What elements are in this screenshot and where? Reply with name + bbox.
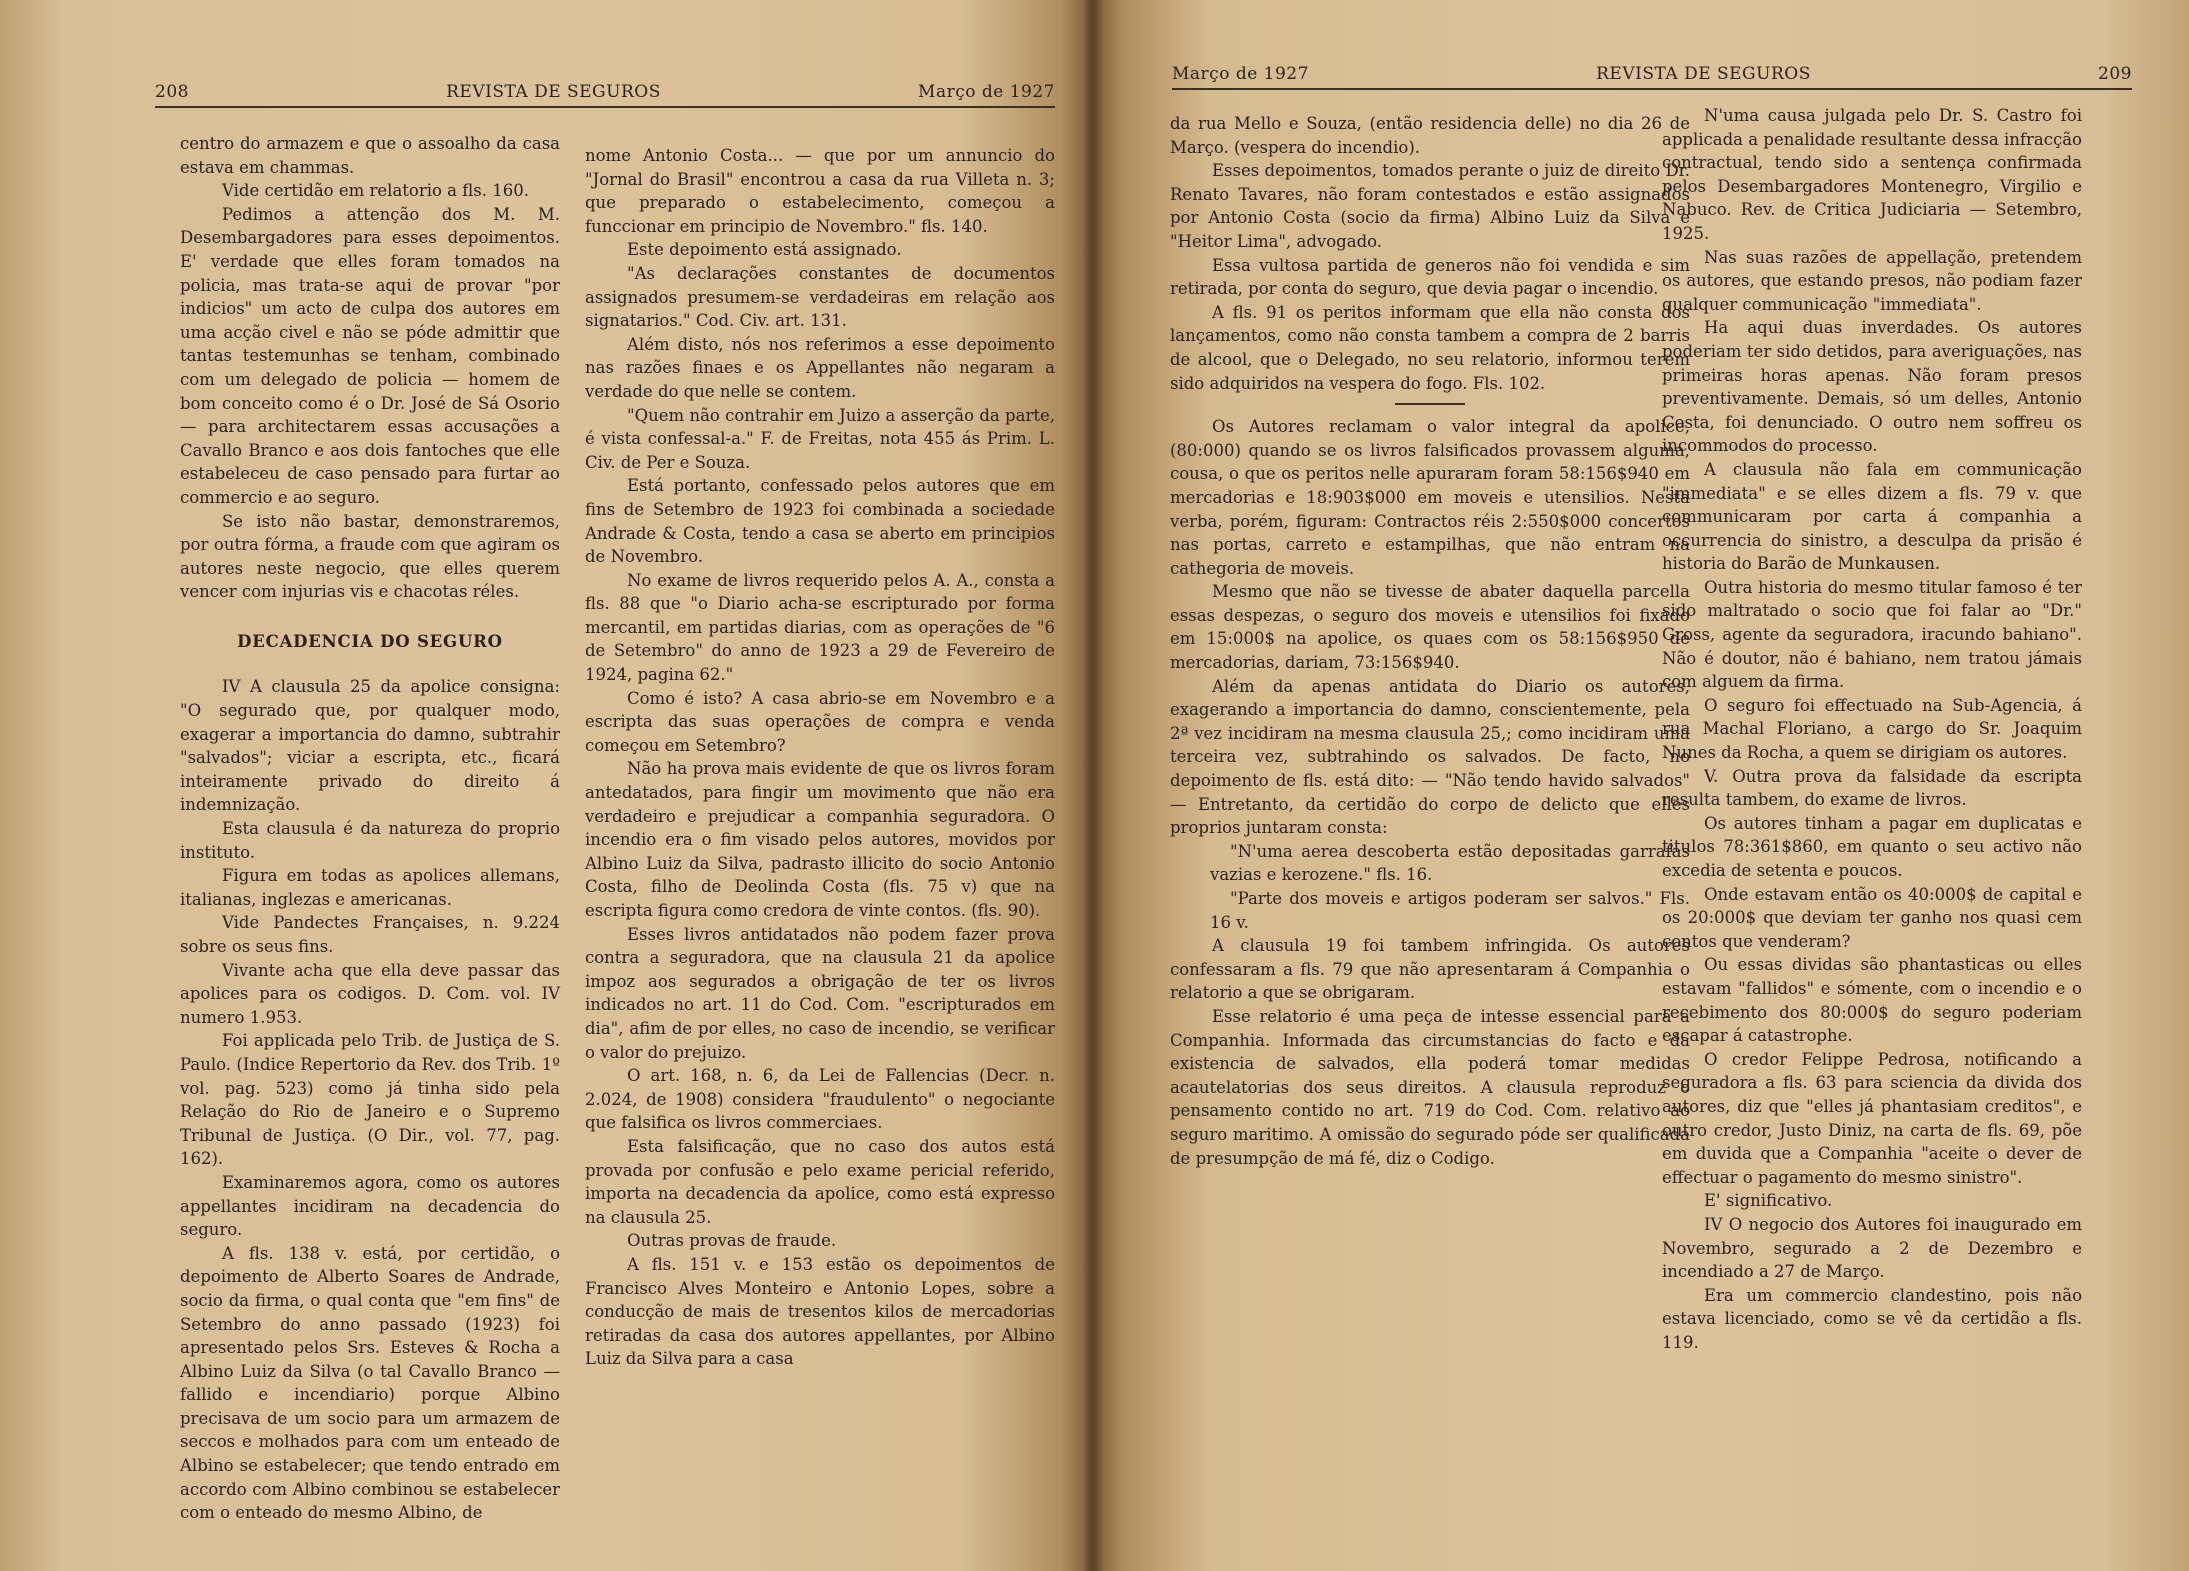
left-page	[0, 0, 1092, 1571]
paragraph: Este depoimento está assignado.	[627, 240, 902, 260]
paragraph: Nas suas razões de appellação, pretendem os autores, que estando presos, não podiam fazer qualquer communicação "immediata".	[1662, 247, 2082, 314]
right-page-header	[1172, 64, 2132, 84]
left-header-rule	[155, 106, 1055, 108]
paragraph: "As declarações constantes de documentos assignados presumem-se verdadeiras em relação aos signatarios." Cod. Civ. art. 131.	[585, 263, 1055, 331]
paragraph: Os Autores reclamam o valor integral da apolice, (80:000) quando se os livros falsificados provassem alguma, cousa, o que os peritos nelle apuraram foram 58:156$940 em mercadorias e 18:903$000 em moveis e utensilios. Nesta verba, porém, figuram: Contractos réis 2:550$000 concertos nas portas, carreto e estampilhas, que não entram na cathegoria de moveis.	[1170, 417, 1690, 578]
right-page-number: 209	[2098, 64, 2132, 84]
paragraph: Está portanto, confessado pelos autores que em fins de Setembro de 1923 foi combinada a sociedade Andrade & Costa, tendo a casa se aberto em principios de Novembro.	[585, 476, 1055, 567]
paragraph: Figura em todas as apolices allemans, italianas, inglezas e americanas.	[180, 866, 560, 909]
paragraph: O art. 168, n. 6, da Lei de Fallencias (Decr. n. 2.024, de 1908) considera "fraudulento" o negociante que falsifica os livros commerciaes.	[585, 1066, 1055, 1133]
book-gutter	[1082, 0, 1104, 1571]
paragraph: V. Outra prova da falsidade da escripta resulta tambem, do exame de livros.	[1662, 766, 2082, 810]
left-running-date: Março de 1927	[918, 82, 1055, 102]
left-column-2	[585, 144, 1055, 1371]
paragraph: Examinaremos agora, como os autores appellantes incidiram na decadencia do seguro.	[180, 1172, 560, 1240]
paragraph: Outra historia do mesmo titular famoso é ter sido maltratado o socio que foi falar ao "Dr." Gross, agente da seguradora, iracundo bahiano". Não é doutor, não é bahiano, nem tratou jámais com alguem da firma.	[1662, 577, 2082, 692]
paragraph: "Quem não contrahir em Juizo a asserção da parte, é vista confessal-a." F. de Freitas, nota 455 ás Prim. L. Civ. de Per e Souza.	[585, 405, 1055, 472]
quotation: "Parte dos moveis e artigos poderam ser salvos." Fls. 16 v.	[1210, 889, 1690, 932]
paragraph: N'uma causa julgada pelo Dr. S. Castro foi applicada a penalidade resultante dessa infracção contractual, tendo sido a sentença confirmada pelos Desembargadores Montenegro, Virgilio e Nabuco. Rev. de Critica Judiciaria — Setembro, 1925.	[1662, 106, 2082, 243]
quotation: "N'uma aerea descoberta estão depositadas garrafas vazias e kerozene." fls. 16.	[1210, 841, 1690, 885]
paragraph: Não ha prova mais evidente de que os livros foram antedatados, para fingir um movimento que não era verdadeiro e prejudicar a companhia seguradora. O incendio era o fim visado pelos autores, movidos por Albino Luiz da Silva, padrasto illicito do socio Antonio Costa, filho de Deolinda Costa (fls. 75 v) que na escripta figura como credora de vinte contos. (fls. 90).	[585, 759, 1055, 920]
paragraph: Onde estavam então os 40:000$ de capital e os 20:000$ que deviam ter ganho nos quasi cem contos que venderam?	[1662, 884, 2082, 951]
paragraph: O credor Felippe Pedrosa, notificando a seguradora a fls. 63 para sciencia da divida dos autores, diz que "elles já phantasiam creditos", e outro credor, Justo Diniz, na carta de fls. 69, põe em duvida que a Companhia "aceite o dever de effectuar o pagamento do mesmo sinistro".	[1662, 1049, 2082, 1187]
paragraph: Essa vultosa partida de generos não foi vendida e sim retirada, por conta do seguro, que devia pagar o incendio.	[1170, 255, 1690, 299]
paragraph: Mesmo que não se tivesse de abater daquella parcella essas despezas, o seguro dos moveis e utensilios foi fixado em 15:000$ na apolice, os quaes com os 58:156$950 de mercadorias, dariam, 73:156$940.	[1170, 582, 1690, 673]
paragraph: Pedimos a attenção dos M. M. Desembargadores para esses depoimentos. E' verdade que elles foram tomados na policia, mas trata-se aqui de provar "por indicios" um acto de culpa dos autores em uma acção civel e não se póde admittir que tantas testemunhas se tenham, combinado com um delegado de policia — homem de bom conceito como é o Dr. José de Sá Osorio — para architectarem essas accusações a Cavallo Branco e aos dois fantoches que elle estabeleceu de caso pensado para furtar ao commercio e ao seguro.	[180, 204, 560, 507]
paragraph: A clausula não fala em communicação "immediata" e se elles dizem a fls. 79 v. que communicaram por carta á companhia a occurrencia do sinistro, a desculpa da prisão é historia do Barão de Munkausen.	[1662, 459, 2082, 574]
right-running-title: REVISTA DE SEGUROS	[1596, 64, 1811, 84]
paragraph: centro do armazem e que o assoalho da casa estava em chammas.	[180, 134, 560, 177]
paragraph: A fls. 138 v. está, por certidão, o depoimento de Alberto Soares de Andrade, socio da firma, o qual conta que "em fins" de Setembro do anno passado (1923) foi apresentado pelos Srs. Esteves & Rocha a Albino Luiz da Silva (o tal Cavallo Branco — fallido e incendiario) porque Albino precisava de um socio para um armazem de seccos e molhados para com um enteado de Albino se estabelecer; que tendo entrado em accordo com Albino combinou se estabelecer com o enteado do mesmo Albino, de	[180, 1243, 560, 1523]
paragraph: da rua Mello e Souza, (então residencia delle) no dia 26 de Março. (vespera do incendio).	[1170, 114, 1690, 157]
section-heading: DECADENCIA DO SEGURO	[237, 631, 503, 651]
paragraph: E' significativo.	[1704, 1191, 1833, 1211]
paragraph: Vide certidão em relatorio a fls. 160.	[222, 181, 529, 201]
paragraph: Como é isto? A casa abrio-se em Novembro e a escripta das suas operações de compra e venda começou em Setembro?	[585, 688, 1055, 755]
right-column-2	[1662, 104, 2082, 1354]
paragraph: A fls. 151 v. e 153 estão os depoimentos de Francisco Alves Monteiro e Antonio Lopes, sobre a conducção de mais de tresentos kilos de mercadorias retiradas da casa dos autores appellantes, por Albino Luiz da Silva para a casa	[585, 1254, 1055, 1369]
paragraph: Esta clausula é da natureza do proprio instituto.	[180, 819, 560, 862]
paragraph: Vide Pandectes Françaises, n. 9.224 sobre os seus fins.	[180, 913, 560, 956]
paragraph: A fls. 91 os peritos informam que ella não consta dos lançamentos, como não consta tambem a compra de 2 barris de alcool, que o Delegado, no seu relatorio, informou terem sido adquiridos na vespera do fogo. Fls. 102.	[1170, 302, 1690, 393]
right-header-rule	[1172, 88, 2132, 90]
section-divider	[1395, 403, 1465, 405]
paragraph: Os autores tinham a pagar em duplicatas e titulos 78:361$860, em quanto o seu activo não excedia de setenta e poucos.	[1662, 813, 2082, 880]
paragraph: Ou essas dividas são phantasticas ou elles estavam "fallidos" e sómente, com o incendio e o recebimento dos 80:000$ do seguro poderiam escapar á catastrophe.	[1662, 955, 2082, 1046]
paragraph: Foi applicada pelo Trib. de Justiça de S. Paulo. (Indice Repertorio da Rev. dos Trib. 1º vol. pag. 523) como já tinha sido pela Relação do Rio de Janeiro e o Supremo Tribunal de Justiça. (O Dir., vol. 77, pag. 162).	[180, 1031, 560, 1169]
paragraph: Outras provas de fraude.	[627, 1231, 837, 1251]
paragraph: nome Antonio Costa... — que por um annuncio do "Jornal do Brasil" encontrou a casa da rua Villeta n. 3; que preparado o estabelecimento, começou a funccionar em principio de Novembro." fls. 140.	[585, 146, 1055, 236]
paragraph: Se isto não bastar, demonstraremos, por outra fórma, a fraude com que agiram os autores neste negocio, que elles querem vencer com injurias vis e chacotas réles.	[180, 511, 560, 602]
left-page-header	[155, 82, 1055, 102]
paragraph: IV A clausula 25 da apolice consigna: "O segurado que, por qualquer modo, exagerar a importancia do damno, subtrahir "salvados"; viciar a escripta, etc., ficará inteiramente privado do direito á indemnização.	[180, 677, 560, 815]
left-running-title: REVISTA DE SEGUROS	[446, 82, 661, 102]
left-page-number: 208	[155, 82, 189, 102]
paragraph: Além disto, nós nos referimos a esse depoimento nas razões finaes e os Appellantes não negaram a verdade do que nelle se contem.	[585, 334, 1055, 401]
paragraph: Esta falsificação, que no caso dos autos está provada por confusão e pelo exame pericial referido, importa na decadencia da apolice, como está expresso na clausula 25.	[585, 1136, 1055, 1227]
paragraph: Vivante acha que ella deve passar das apolices para os codigos. D. Com. vol. IV numero 1.953.	[180, 960, 560, 1027]
paragraph: Esses livros antidatados não podem fazer prova contra a seguradora, que na clausula 21 da apolice impoz aos segurados a obrigação de ter os livros indicados no art. 11 do Cod. Com. "escripturados em dia", afim de por elles, no caso de incendio, se verificar o valor do prejuizo.	[585, 924, 1055, 1062]
paragraph: Ha aqui duas inverdades. Os autores poderiam ter sido detidos, para averiguações, nas primeiras horas apenas. Não foram presos preventivamente. Demais, só um delles, Antonio Costa, foi denunciado. O outro nem soffreu os incommodos do processo.	[1662, 318, 2082, 456]
right-page	[1092, 0, 2189, 1571]
paragraph: No exame de livros requerido pelos A. A., consta a fls. 88 que "o Diario acha-se escripturado por forma mercantil, em partidas diarias, com as operações de "6 de Setembro" do anno de 1923 a 29 de Fevereiro de 1924, pagina 62."	[585, 570, 1055, 685]
paragraph: Era um commercio clandestino, pois não estava licenciado, como se vê da certidão a fls. 119.	[1662, 1285, 2082, 1352]
paragraph: Esse relatorio é uma peça de intesse essencial para a Companhia. Informada das circumstancias do facto e da existencia de salvados, ella poderá tomar medidas acautelatorias dos seus direitos. A clausula reproduz o pensamento contido no art. 719 do Cod. Com. relativo ao seguro maritimo. A omissão do segurado póde ser qualificada de presumpção de má fé, diz o Codigo.	[1170, 1006, 1690, 1168]
left-column-1	[180, 132, 560, 1525]
right-column-1	[1170, 112, 1690, 1170]
right-running-date: Março de 1927	[1172, 64, 1309, 84]
paragraph: O seguro foi effectuado na Sub-Agencia, á rua Machal Floriano, a cargo do Sr. Joaquim Nunes da Rocha, a quem se dirigiam os autores.	[1662, 695, 2082, 763]
paragraph: A clausula 19 foi tambem infringida. Os autores confessaram a fls. 79 que não apresentaram á Companhia o relatorio a que se obrigaram.	[1170, 936, 1690, 1003]
paragraph: Esses depoimentos, tomados perante o juiz de direito Dr. Renato Tavares, não foram contestados e estão assignados por Antonio Costa (socio da firma) Albino Luiz da Silva e "Heitor Lima", advogado.	[1170, 161, 1690, 251]
paragraph: IV O negocio dos Autores foi inaugurado em Novembro, segurado a 2 de Dezembro e incendiado a 27 de Março.	[1662, 1214, 2082, 1282]
paragraph: Além da apenas antidata do Diario os autores, exagerando a importancia do damno, conscientemente, pela 2ª vez incidiram na mesma clausula 25,; como incidiram uma terceira vez, subtrahindo os salvados. De facto, no depoimento de fls. está dito: — "Não tendo havido salvados" — Entretanto, da certidão do corpo de delicto que elles proprios juntaram consta:	[1170, 676, 1690, 838]
